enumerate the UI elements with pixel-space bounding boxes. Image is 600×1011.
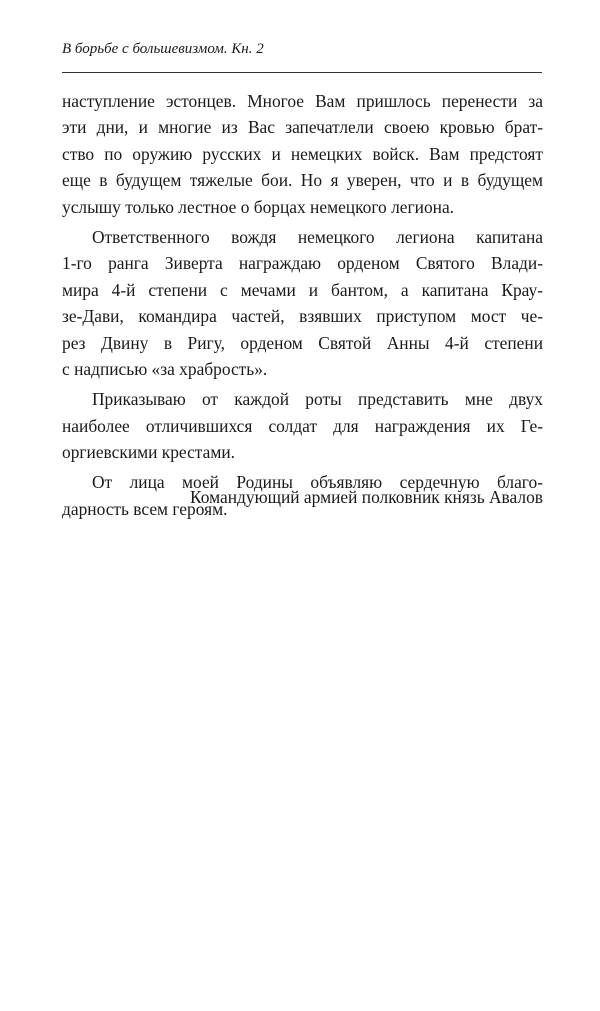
running-title: В борьбе с большевизмом. Кн. 2 [62,41,264,57]
text-line: еще в будущем тяжелые бои. Но я уверен, что и в будущем [62,170,543,191]
text-line: Приказываю от каждой роты представить мне двух [92,389,543,410]
running-header [62,40,542,73]
text-line: с надписью «за храбрость». [62,358,268,379]
text-line: услышу только лестное о борцах немецкого легиона. [62,196,455,217]
paragraph-3 [62,386,543,465]
text-line: эти дни, и многие из Вас запечатлели своею кровью брат- [62,117,543,138]
text-line: наиболее отличившихся солдат для награждения их Ге- [62,415,543,436]
text-line: ство по оружию русских и немецких войск. Вам предстоят [62,143,543,164]
signature-text: Командующий армией полковник князь Авалов [190,487,543,507]
text-line: наступление эстонцев. Многое Вам пришлось перенести за [62,91,543,111]
text-line: 1-го ранга Зиверта награждаю орденом Святого Влади- [62,253,543,274]
text-line: дарность всем героям. [62,498,228,519]
text-line: мира 4-й степени с мечами и бантом, а капитана Крау- [62,279,543,300]
text-line: От лица моей Родины объявляю сердечную благо- [92,472,543,493]
body-text [62,88,543,522]
paragraph-1 [62,88,543,220]
paragraph-2 [62,224,543,382]
text-line: рез Двину в Ригу, орденом Святой Анны 4-й степени [62,332,543,353]
text-line: оргиевскими крестами. [62,442,235,463]
text-line: Ответственного вождя немецкого легиона капитана [92,226,543,247]
signature [62,484,543,510]
text-line: зе-Дави, командира частей, взявших приступом мост че- [62,306,543,327]
